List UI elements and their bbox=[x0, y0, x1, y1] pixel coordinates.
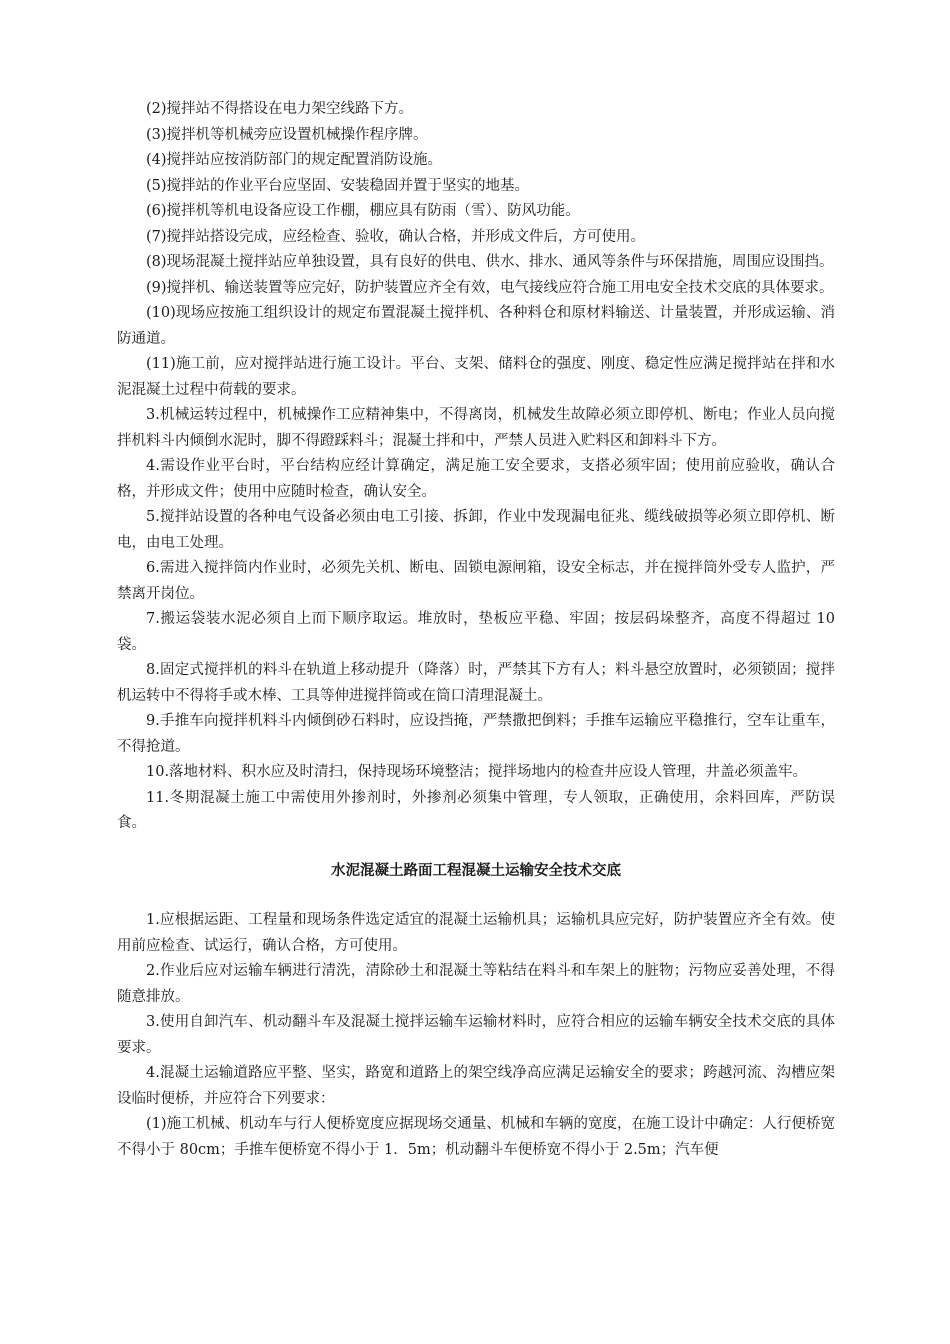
paragraph: (5)搅拌站的作业平台应坚固、安装稳固并置于坚实的地基。 bbox=[146, 177, 530, 194]
paragraph: (4)搅拌站应按消防部门的规定配置消防设施。 bbox=[146, 152, 443, 168]
paragraph: (11)施工前，应对搅拌站进行施工设计。平台、支架、储料仓的强度、刚度、稳定性应满足搅拌站在拌和水泥混凝土过程中荷载的要求。 bbox=[117, 356, 835, 398]
paragraph: 9.手推车向搅拌机料斗内倾倒砂石料时，应设挡掩，严禁撒把倒料；手推车运输应平稳推行，空车让重车，不得抢道。 bbox=[117, 713, 835, 755]
paragraph: (9)搅拌机、输送装置等应完好，防护装置应齐全有效，电气接线应符合施工用电安全技术交底的具体要求。 bbox=[146, 279, 834, 296]
paragraph: (6)搅拌机等机电设备应设工作棚，棚应具有防雨（雪）、防风功能。 bbox=[146, 203, 580, 219]
paragraph: 3.使用自卸汽车、机动翻斗车及混凝土搅拌运输车运输材料时，应符合相应的运输车辆安全技术交底的具体要求。 bbox=[117, 1014, 835, 1056]
paragraph: (7)搅拌站搭设完成，应经检查、验收，确认合格，并形成文件后，方可使用。 bbox=[146, 228, 646, 245]
paragraph: 4.混凝土运输道路应平整、坚实，路宽和道路上的架空线净高应满足运输安全的要求；跨越河流、沟槽应架设临时便桥，并应符合下列要求： bbox=[117, 1065, 835, 1107]
paragraph: (2)搅拌站不得搭设在电力架空线路下方。 bbox=[146, 101, 414, 117]
section-title: 水泥混凝土路面工程混凝土运输安全技术交底 bbox=[331, 862, 621, 879]
paragraph: 8.固定式搅拌机的料斗在轨道上移动提升（降落）时，严禁其下方有人；料斗悬空放置时，必须锁固；搅拌机运转中不得将手或木棒、工具等伸进搅拌筒或在筒口清理混凝土。 bbox=[117, 662, 835, 704]
paragraph: 10.落地材料、积水应及时清扫，保持现场环境整洁；搅拌场地内的检查井应设人管理，井盖必须盖牢。 bbox=[146, 764, 808, 780]
paragraph: 5.搅拌站设置的各种电气设备必须由电工引接、拆卸，作业中发现漏电征兆、缆线破损等必须立即停机、断电，由电工处理。 bbox=[117, 509, 835, 551]
paragraph: 7.搬运袋装水泥必须自上而下顺序取运。堆放时，垫板应平稳、牢固；按层码垛整齐，高度不得超过 10 袋。 bbox=[117, 611, 835, 653]
paragraph: (8)现场混凝土搅拌站应单独设置，具有良好的供电、供水、排水、通风等条件与环保措施，周围应设围挡。 bbox=[146, 254, 834, 270]
document-body bbox=[117, 97, 835, 1163]
paragraph: 11.冬期混凝土施工中需使用外掺剂时，外掺剂必须集中管理，专人领取，正确使用，余料回库，严防误食。 bbox=[117, 789, 835, 831]
paragraph: 2.作业后应对运输车辆进行清洗，清除砂土和混凝土等粘结在料斗和车架上的脏物；污物应妥善处理，不得随意排放。 bbox=[117, 963, 835, 1005]
section-concrete-transport bbox=[117, 908, 835, 1163]
paragraph: (3)搅拌机等机械旁应设置机械操作程序牌。 bbox=[146, 126, 428, 143]
paragraph: 1.应根据运距、工程量和现场条件选定适宜的混凝土运输机具；运输机具应完好，防护装置应齐全有效。使用前应检查、试运行，确认合格，方可使用。 bbox=[117, 912, 835, 954]
paragraph: (1)施工机械、机动车与行人便桥宽度应据现场交通量、机械和车辆的宽度，在施工设计中确定：人行便桥宽不得小于 80cm；手推车便桥宽不得小于 1．5m；机动翻斗车便桥宽不得小于 2.5m；汽车便 bbox=[117, 1116, 835, 1158]
paragraph: 3.机械运转过程中，机械操作工应精神集中，不得离岗，机械发生故障必须立即停机、断电；作业人员向搅拌机料斗内倾倒水泥时，脚不得蹬踩料斗；混凝土拌和中，严禁人员进入贮料区和卸料斗下方。 bbox=[117, 407, 835, 449]
paragraph: (10)现场应按施工组织设计的规定布置混凝土搅拌机、各种料仓和原材料输送、计量装置，并形成运输、消防通道。 bbox=[117, 305, 835, 347]
paragraph: 4.需设作业平台时，平台结构应经计算确定，满足施工安全要求，支搭必须牢固；使用前应验收，确认合格，并形成文件；使用中应随时检查，确认安全。 bbox=[117, 458, 835, 500]
section-mixing-station bbox=[117, 97, 835, 837]
paragraph: 6.需进入搅拌筒内作业时，必须先关机、断电、固锁电源闸箱，设安全标志，并在搅拌筒外受专人监护，严禁离开岗位。 bbox=[117, 560, 835, 602]
